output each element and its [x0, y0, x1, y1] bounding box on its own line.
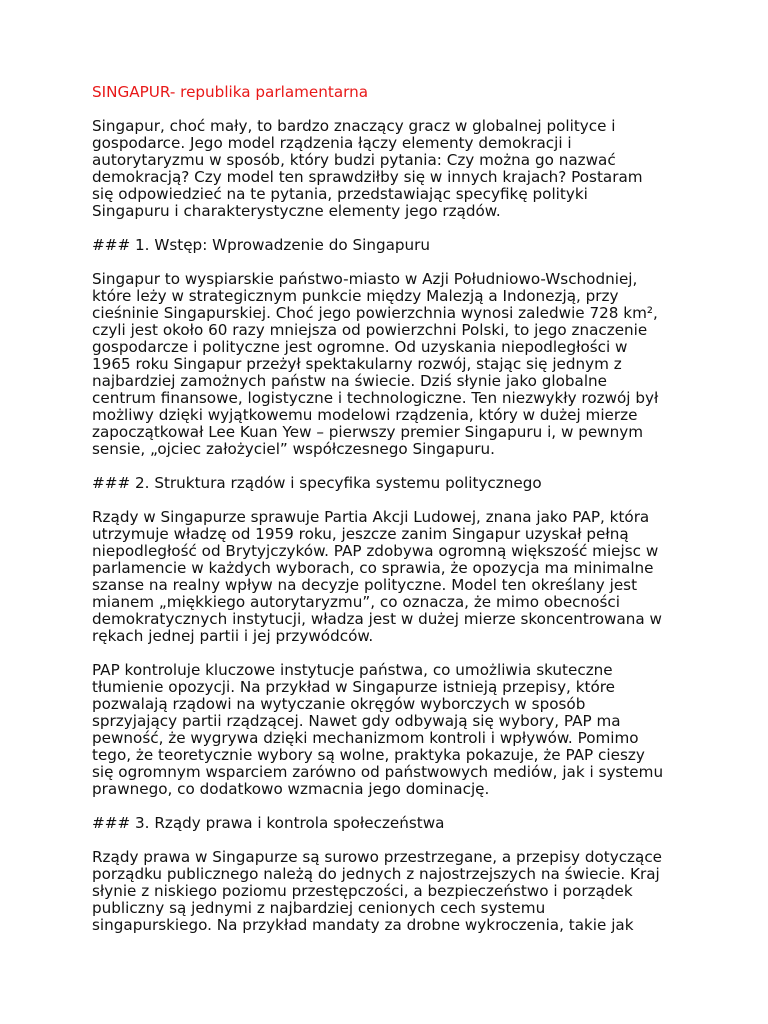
text-line: pewność, że wygrywa dzięki mechanizmom kontroli i wpływów. Pomimo — [92, 729, 639, 747]
text-line: gospodarcze i polityczne jest ogromne. Od uzyskania niepodległości w — [92, 338, 628, 356]
text-line: niepodległość od Brytyjczyków. PAP zdobywa ogromną większość miejsc w — [92, 542, 659, 560]
text-line: rękach jednej partii i jej przywódców. — [92, 627, 374, 645]
text-line: się odpowiedzieć na te pytania, przedstawiając specyfikę polityki — [92, 185, 588, 203]
text-line: zapoczątkował Lee Kuan Yew – pierwszy premier Singapuru i, w pewnym — [92, 423, 644, 441]
text-line: cieśninie Singapurskiej. Choć jego powierzchnia wynosi zaledwie 728 km², — [92, 304, 658, 322]
section-3-heading: ### 3. Rządy prawa i kontrola społeczeństwa — [92, 814, 445, 832]
text-line: czyli jest około 60 razy mniejsza od powierzchni Polski, to jego znaczenie — [92, 321, 648, 339]
document-page — [92, 84, 682, 951]
text-line: tego, że teoretycznie wybory są wolne, praktyka pokazuje, że PAP cieszy — [92, 746, 645, 764]
text-line: pozwalają rządowi na wytyczanie okręgów wyborczych w sposób — [92, 695, 586, 713]
text-line: tłumienie opozycji. Na przykład w Singapurze istnieją przepisy, które — [92, 678, 616, 696]
text-line: Singapur to wyspiarskie państwo-miasto w Azji Południowo-Wschodniej, — [92, 270, 638, 288]
text-line: publiczny są jednymi z najbardziej cenionych cech systemu — [92, 899, 546, 917]
text-line: sprzyjający partii rządzącej. Nawet gdy odbywają się wybory, PAP ma — [92, 712, 621, 730]
text-line: szanse na realny wpływ na decyzje polityczne. Model ten określany jest — [92, 576, 638, 594]
text-line: parlamencie w każdych wyborach, co sprawia, że opozycja ma minimalne — [92, 559, 654, 577]
text-line: demokracją? Czy model ten sprawdziłby się w innych krajach? Postaram — [92, 168, 643, 186]
text-line: Singapur, choć mały, to bardzo znaczący gracz w globalnej polityce i — [92, 117, 616, 135]
intro-paragraph — [92, 118, 682, 220]
section-3-paragraph — [92, 849, 682, 934]
text-line: najbardziej zamożnych państw na świecie. Dziś słynie jako globalne — [92, 372, 608, 390]
text-line: mianem „miękkiego autorytaryzmu”, co oznacza, że mimo obecności — [92, 593, 620, 611]
text-line: się ogromnym wsparciem zarówno od państwowych mediów, jak i systemu — [92, 763, 664, 781]
text-line: gospodarce. Jego model rządzenia łączy elementy demokracji i — [92, 134, 572, 152]
text-line: prawnego, co dodatkowo wzmacnia jego dominację. — [92, 780, 490, 798]
section-2-heading: ### 2. Struktura rządów i specyfika systemu politycznego — [92, 474, 542, 492]
text-line: Rządy w Singapurze sprawuje Partia Akcji Ludowej, znana jako PAP, która — [92, 508, 650, 526]
text-line: singapurskiego. Na przykład mandaty za drobne wykroczenia, takie jak — [92, 916, 634, 934]
text-line: porządku publicznego należą do jednych z najostrzejszych na świecie. Kraj — [92, 865, 660, 883]
section-1-heading: ### 1. Wstęp: Wprowadzenie do Singapuru — [92, 236, 431, 254]
text-line: słynie z niskiego poziomu przestępczości, a bezpieczeństwo i porządek — [92, 882, 633, 900]
text-line: które leży w strategicznym punkcie między Malezją a Indonezją, przy — [92, 287, 619, 305]
text-line: demokratycznych instytucji, władza jest w dużej mierze skoncentrowana w — [92, 610, 662, 628]
text-line: autorytaryzmu w sposób, który budzi pytania: Czy można go nazwać — [92, 151, 616, 169]
text-line: Singapuru i charakterystyczne elementy jego rządów. — [92, 202, 501, 220]
text-line: sensie, „ojciec założyciel” współczesnego Singapuru. — [92, 440, 495, 458]
text-line: 1965 roku Singapur przeżył spektakularny rozwój, stając się jednym z — [92, 355, 622, 373]
section-2-paragraph-1 — [92, 509, 682, 645]
section-2-paragraph-2 — [92, 662, 682, 798]
text-line: Rządy prawa w Singapurze są surowo przestrzegane, a przepisy dotyczące — [92, 848, 663, 866]
text-line: centrum finansowe, logistyczne i technologiczne. Ten niezwykły rozwój był — [92, 389, 659, 407]
text-line: utrzymuje władzę od 1959 roku, jeszcze zanim Singapur uzyskał pełną — [92, 525, 629, 543]
text-line: możliwy dzięki wyjątkowemu modelowi rządzenia, który w dużej mierze — [92, 406, 638, 424]
document-title: SINGAPUR- republika parlamentarna — [92, 83, 369, 101]
section-1-paragraph — [92, 271, 682, 458]
text-line: PAP kontroluje kluczowe instytucje państwa, co umożliwia skuteczne — [92, 661, 613, 679]
